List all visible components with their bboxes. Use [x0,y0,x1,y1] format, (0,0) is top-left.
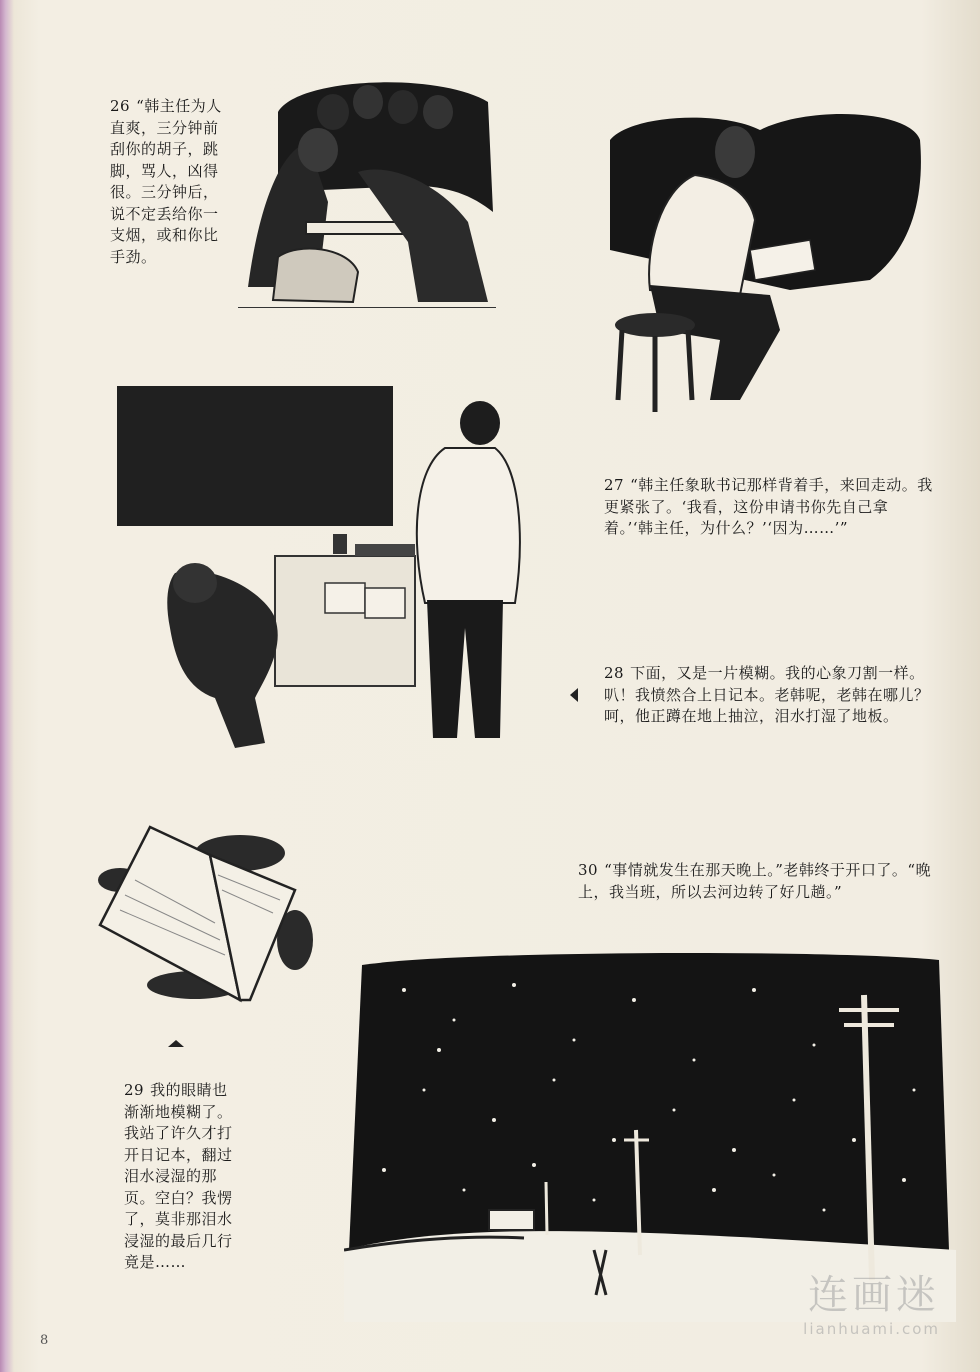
room-scene-drawing [115,378,530,756]
panel-26-text: “韩主任为人直爽，三分钟前刮你的胡子，跳脚，骂人，凶得很。三分钟后，说不定丢给你一支烟，或和你比手劲。 [110,97,222,266]
panel-30-caption [578,860,938,903]
panel-28-text: 下面，又是一片模糊。我的心象刀割一样。叭！我愤然合上日记本。老韩呢，老韩在哪儿？呵，他正蹲在地上抽泣，泪水打湿了地板。 [604,664,930,725]
panel-27-number: 27 [604,476,625,494]
panel-28-number: 28 [604,664,625,682]
panel-26-caption [110,96,228,268]
panel-27-illustration [590,100,930,420]
watermark-main: 连画迷 [808,1272,940,1318]
man-on-stool-drawing [590,100,930,420]
watermark [803,1263,940,1338]
panel-30-text: “事情就发生在那天晚上。”老韩终于开口了。“晚上，我当班，所以去河边转了好几趟。” [578,861,932,901]
panel-29-number: 29 [124,1081,145,1099]
crowd-at-table-drawing [238,72,496,308]
panel-29-text: 我的眼睛也渐渐地模糊了。我站了许久才打开日记本，翻过泪水浸湿的那页。空白？我愣了，莫非那泪水浸湿的最后几行竟是…… [124,1081,233,1271]
panel-29-illustration [90,815,320,1010]
panel-30-number: 30 [578,861,599,879]
panel-28-arrow-icon [570,688,578,702]
panel-28-caption [604,663,934,728]
panel-26-number: 26 [110,97,131,115]
panel-29-caption [124,1080,242,1274]
panel-28-illustration [115,378,530,756]
page-number: 8 [40,1333,49,1348]
binding-edge [0,0,14,1372]
panel-27-caption [604,475,934,540]
open-diary-drawing [90,815,320,1010]
panel-26-illustration [238,72,496,308]
watermark-url: lianhuami.com [803,1320,940,1338]
panel-27-text: “韩主任象耿书记那样背着手，来回走动。我更紧张了。‘我看，这份申请书你先自己拿着。’‘韩主任，为什么？’‘因为……’” [604,476,933,537]
panel-29-marker-icon [168,1040,184,1047]
